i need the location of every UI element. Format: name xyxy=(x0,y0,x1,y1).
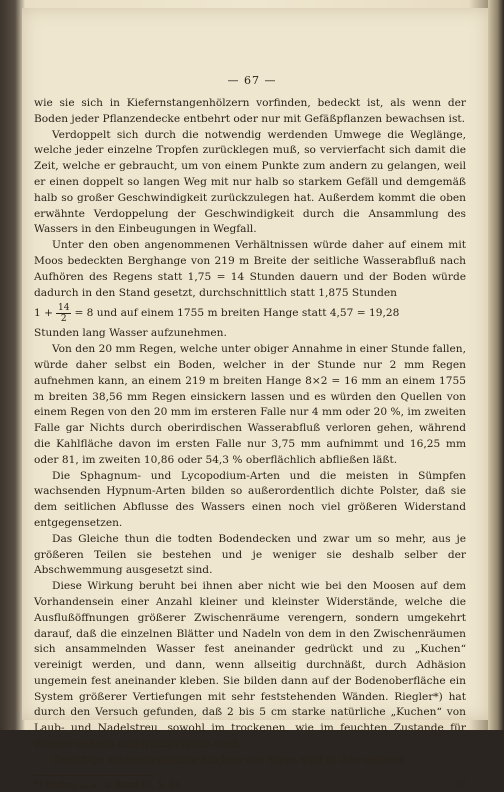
footnote-line xyxy=(34,780,466,792)
paragraph-3: Unter den oben angenommenen Verhältnissen würde daher auf einem mit Moos bedeckten Berghange von 219 m Breite der seitliche Wasserabfluß nach Aufhören des Regens statt 1,75 = 14 Stunden dauern und der Boden würde dadurch in den Stand gesetzt, durchschnittlich statt 1,875 Stunden xyxy=(34,239,466,299)
paragraph-2: Verdoppelt sich durch die notwendig werdenden Umwege die Weglänge, welche jeder einzelne Tropfen zurücklegen muß, so vervierfacht sich damit die Zeit, welche er gebraucht, um von einem Punkte zum andern zu gelangen, weil er einen doppelt so langen Weg mit nur halb so starkem Gefäll und demgemäß halb so großer Geschwindigkeit zurückzulegen hat. Außerdem kommt die oben erwähnte Verdoppelung der Geschwindigkeit durch die Ansammlung des Wassers in den Einbeugungen in Wegfall. xyxy=(34,128,466,236)
fraction-numerator: 14 xyxy=(57,303,70,314)
paragraph-8: Diese Wirkung beruht bei ihnen aber nicht wie bei den Moosen auf dem Vorhandensein einer Anzahl kleiner und kleinster Widerstände, welche die Ausflußöffnungen größerer Zwischenräume verengern, sondern umgekehrt darauf, daß die einzelnen Blätter und Nadeln von dem in den Zwischenräumen sich ansammelnden Wasser fest aneinander gedrückt und zu „Kuchen“ vereinigt werden, und dann, wenn allseitig durchnäßt, durch Adhäsion ungemein fest aneinander kleben. Sie bilden dann auf der Bodenoberfläche ein System größerer Vertiefungen mit sehr feststehenden Wänden. Riegler*) hat durch den Versuch gefunden, daß 2 bis 5 cm starke natürliche „Kuchen“ von Laub- und Nadelstreu, sowohl im trockenen, wie im feuchten Zustande für Wasser nahezu undurchdringlich sind. xyxy=(34,580,466,751)
footnote-text: *) Wollny, a. a. O. Band III, S. 86. xyxy=(34,780,184,791)
page-number: — 67 — xyxy=(227,74,277,87)
formula-fraction xyxy=(56,303,71,324)
formula-right: = 8 und auf einem 1755 m breiten Hange statt 4,57 = 19,28 xyxy=(74,306,400,319)
paragraph-4: Stunden lang Wasser aufzunehmen. xyxy=(34,327,227,340)
paragraph-7: Das Gleiche thun die todten Bodendecken und zwar um so mehr, aus je größeren Teilen sie bestehen und je weniger sie deshalb selber der Abschwemmung ausgesetzt sind. xyxy=(34,532,466,577)
paragraph-1: wie sie sich in Kiefernstangenhölzern vorfinden, bedeckt ist, als wenn der Boden jeder Pflanzendecke entbehrt oder nur mit Gefäßpflanzen bewachsen ist. xyxy=(34,97,466,125)
formula-line xyxy=(34,303,466,324)
footnote-rule xyxy=(34,775,154,776)
paragraph-5: Von den 20 mm Regen, welche unter obiger Annahme in einer Stunde fallen, würde daher selbst ein Boden, welcher in der Stunde nur 2 mm Regen aufnehmen kann, an einem 219 m breiten Hange 8×2 = 16 mm an einem 1755 m breiten 38,56 mm Regen einsickern lassen und es würden den Quellen von einem Regen von den 20 mm im ersteren Falle nur 4 mm oder 20 %, im zweiten Falle gar Nichts durch oberirdischen Wasserabfluß verloren gehen, während die Kahlfläche davon im ersten Falle nur 3,75 mm aufnimmt und 16,25 mm oder 81, im zweiten 10,86 oder 54,3 % oberflächlich abfließen läßt. xyxy=(34,343,466,466)
formula-left: 1 + xyxy=(34,306,53,319)
page-edge-shadow xyxy=(488,0,504,730)
body-text xyxy=(34,96,466,792)
signature-mark: 5* xyxy=(455,780,466,791)
fraction-denominator: 2 xyxy=(60,314,67,325)
paragraph-6: Die Sphagnum- und Lycopodium-Arten und die meisten in Sümpfen wachsenden Hypnum-Arten bilden so außerordentlich dichte Polster, daß sie dem seitlichen Abflusse des Wassers einen noch viel größeren Widerstand entgegensetzen. xyxy=(34,469,466,529)
paragraph-9: Derartige zusammenklebte Kuchen von Streu sind in den unteren xyxy=(52,753,406,766)
